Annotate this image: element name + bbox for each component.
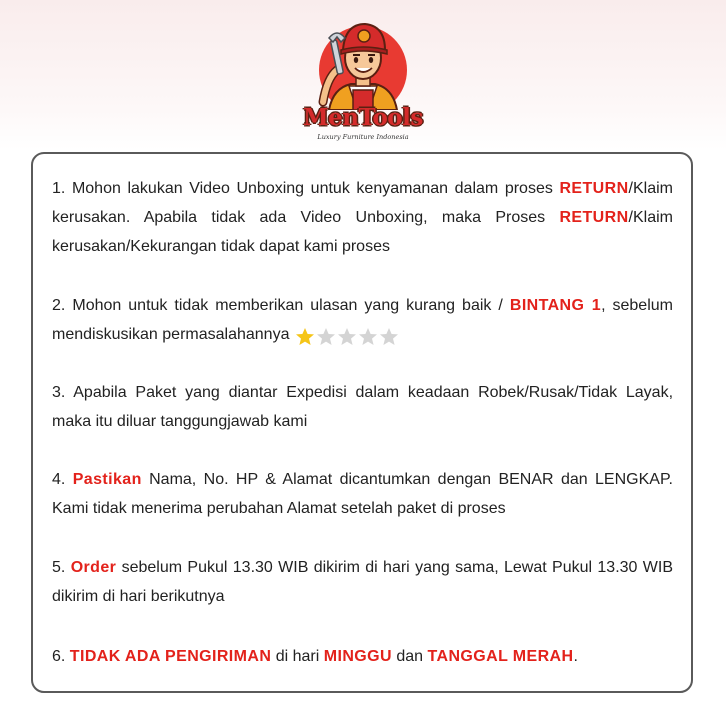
order-highlight: Order bbox=[70, 559, 117, 576]
brand-logo bbox=[293, 10, 433, 142]
star-empty-icon bbox=[358, 327, 378, 347]
rule-2 bbox=[52, 291, 673, 351]
rule-6-number: 6. bbox=[52, 648, 66, 665]
return-highlight: RETURN bbox=[559, 209, 629, 226]
star-empty-icon bbox=[379, 327, 399, 347]
tidak-ada-pengiriman-highlight: TIDAK ADA PENGIRIMAN bbox=[69, 648, 272, 665]
rule-4-text: Nama, No. HP & Alamat dicantumkan dengan BENAR dan LENGKAP. Kami tidak menerima perubahan Alamat setelah paket di proses bbox=[52, 471, 673, 517]
rule-2-number: 2. bbox=[52, 297, 66, 314]
pastikan-highlight: Pastikan bbox=[72, 471, 142, 488]
bintang-1-highlight: BINTANG 1 bbox=[509, 297, 602, 314]
rule-3 bbox=[52, 378, 673, 436]
rule-2-text: Mohon untuk tidak memberikan ulasan yang kurang baik / bbox=[72, 297, 510, 314]
rule-6-text: . bbox=[573, 648, 578, 665]
star-empty-icon bbox=[316, 327, 336, 347]
rule-3-number: 3. bbox=[52, 384, 66, 401]
return-highlight: RETURN bbox=[559, 180, 629, 197]
rule-5 bbox=[52, 553, 673, 611]
rule-6-text: di hari bbox=[271, 648, 324, 665]
mechanic-mascot-icon bbox=[293, 10, 433, 110]
tanggal-merah-highlight: TANGGAL MERAH bbox=[427, 648, 574, 665]
rule-4-number: 4. bbox=[52, 471, 66, 488]
star-rating bbox=[295, 322, 400, 351]
brand-name: MenTools bbox=[303, 104, 423, 131]
brand-tagline: Luxury Furniture Indonesia bbox=[317, 133, 409, 141]
rule-3-text: Apabila Paket yang diantar Expedisi dalam keadaan Robek/Rusak/Tidak Layak, maka itu diluar tanggungjawab kami bbox=[52, 384, 674, 430]
rule-1-text: /Klaim kerusakan/Kekurangan tidak dapat kami proses bbox=[52, 209, 673, 255]
rule-1 bbox=[52, 174, 673, 261]
star-filled-icon bbox=[295, 327, 315, 347]
minggu-highlight: MINGGU bbox=[323, 648, 392, 665]
star-empty-icon bbox=[337, 327, 357, 347]
rule-2-text: , sebelum mendiskusikan permasalahannya bbox=[52, 297, 673, 343]
rule-5-number: 5. bbox=[52, 559, 66, 576]
rule-6 bbox=[52, 642, 673, 671]
rule-5-text: sebelum Pukul 13.30 WIB dikirim di hari yang sama, Lewat Pukul 13.30 WIB dikirim di hari berikutnya bbox=[52, 559, 673, 605]
rule-1-text: Mohon lakukan Video Unboxing untuk kenyamanan dalam proses bbox=[71, 180, 560, 197]
rule-6-text: dan bbox=[391, 648, 428, 665]
rule-1-number: 1. bbox=[52, 180, 66, 197]
rule-1-text: /Klaim kerusakan. Apabila tidak ada Video Unboxing, maka Proses bbox=[52, 180, 673, 226]
rule-4 bbox=[52, 465, 673, 523]
